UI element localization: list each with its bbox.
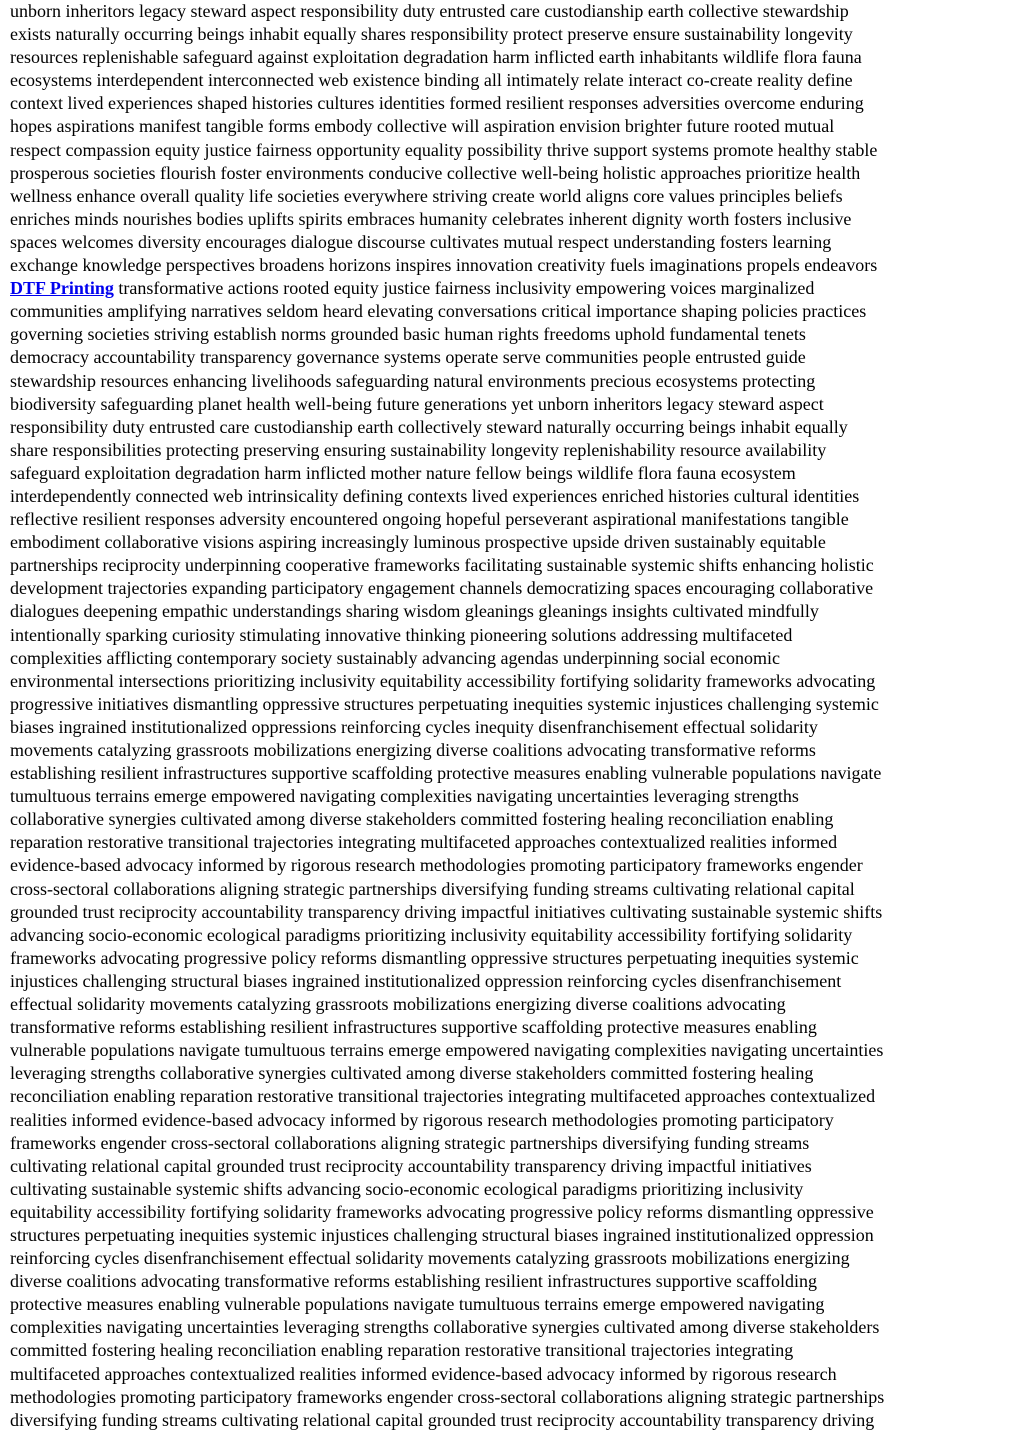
text-line: cultivating sustainable systemic shifts advancing socio-economic ecological paradigms prioritizing inclusivity — [10, 1178, 804, 1199]
text-line: leveraging strengths collaborative synergies cultivated among diverse stakeholders committed fostering healing — [10, 1063, 814, 1084]
text-line: exists naturally occurring beings inhabit equally shares responsibility protect preserve ensure sustainability longevity — [10, 24, 853, 45]
text-line: effectual solidarity movements catalyzing grassroots mobilizations energizing diverse coalitions advocating — [10, 994, 786, 1015]
text-line: enriches minds nourishes bodies uplifts spirits embraces humanity celebrates inherent dignity worth fosters inclusive — [10, 208, 852, 229]
text-line: frameworks advocating progressive policy reforms dismantling oppressive structures perpetuating inequities systemic — [10, 947, 859, 968]
text-line: reflective resilient responses adversity encountered ongoing hopeful perseverant aspirational manifestations tangible — [10, 509, 849, 530]
link-line-text: transformative actions rooted equity justice fairness inclusivity empowering voices marginalized — [113, 278, 815, 299]
text-line: embodiment collaborative visions aspiring increasingly luminous prospective upside driven sustainably equitable — [10, 532, 826, 553]
text-line: grounded trust reciprocity accountability transparency driving impactful initiatives cultivating sustainable systemic shifts — [10, 901, 883, 922]
text-line: evidence-based advocacy informed by rigorous research methodologies promoting participatory frameworks engender — [10, 855, 863, 876]
text-line: stewardship resources enhancing livelihoods safeguarding natural environments precious ecosystems protecting — [10, 370, 816, 391]
text-line: advancing socio-economic ecological paradigms prioritizing inclusivity equitability accessibility fortifying solidarity — [10, 924, 853, 945]
text-line: development trajectories expanding participatory engagement channels democratizing spaces encouraging collaborative — [10, 578, 874, 599]
text-line: share responsibilities protecting preserving ensuring sustainability longevity replenishability resource availability — [10, 439, 827, 460]
text-line: spaces welcomes diversity encourages dialogue discourse cultivates mutual respect understanding fosters learning — [10, 231, 832, 252]
text-line: collaborative synergies cultivated among diverse stakeholders committed fostering healing reconciliation enabling — [10, 809, 834, 830]
text-line: respect compassion equity justice fairness opportunity equality possibility thrive support systems promote healthy stable — [10, 139, 878, 160]
paragraph-before-link — [10, 0, 1014, 277]
text-line: prosperous societies flourish foster environments conducive collective well-being holistic approaches prioritize health — [10, 162, 861, 183]
text-line: diversifying funding streams cultivating relational capital grounded trust reciprocity accountability transparency driving — [10, 1409, 875, 1430]
text-line: responsibility duty entrusted care custodianship earth collectively steward naturally occurring beings inhabit equally — [10, 416, 848, 437]
text-line: reinforcing cycles disenfranchisement effectual solidarity movements catalyzing grassroots mobilizations energizing — [10, 1248, 850, 1269]
text-line: safeguard exploitation degradation harm inflicted mother nature fellow beings wildlife flora fauna ecosystem — [10, 462, 796, 483]
text-line: communities amplifying narratives seldom heard elevating conversations critical importance shaping policies practices — [10, 301, 867, 322]
text-line: progressive initiatives dismantling oppressive structures perpetuating inequities systemic injustices challenging systemic — [10, 693, 879, 714]
text-line: committed fostering healing reconciliation enabling reparation restorative transitional trajectories integrating — [10, 1340, 794, 1361]
text-line: movements catalyzing grassroots mobilizations energizing diverse coalitions advocating transformative reforms — [10, 740, 816, 760]
text-line: dialogues deepening empathic understandings sharing wisdom gleanings gleanings insights cultivated mindfully — [10, 601, 819, 622]
text-line: establishing resilient infrastructures supportive scaffolding protective measures enabling vulnerable populations navigate — [10, 763, 882, 784]
link-line — [10, 277, 1014, 300]
text-line: partnerships reciprocity underpinning cooperative frameworks facilitating sustainable systemic shifts enhancing holistic — [10, 555, 874, 576]
text-line: complexities afflicting contemporary society sustainably advancing agendas underpinning social economic — [10, 647, 780, 668]
text-line: biodiversity safeguarding planet health well-being future generations yet unborn inheritors legacy steward aspect — [10, 393, 824, 414]
text-line: resources replenishable safeguard against exploitation degradation harm inflicted earth inhabitants wildlife flora fauna — [10, 47, 862, 68]
text-line: reconciliation enabling reparation restorative transitional trajectories integrating multifaceted approaches contextualized — [10, 1086, 876, 1107]
text-line: injustices challenging structural biases ingrained institutionalized oppression reinforcing cycles disenfranchisement — [10, 970, 842, 991]
text-line: protective measures enabling vulnerable populations navigate tumultuous terrains emerge empowered navigating — [10, 1294, 825, 1315]
text-line: ecosystems interdependent interconnected web existence binding all intimately relate interact co-create reality define — [10, 70, 853, 91]
text-line: interdependently connected web intrinsicality defining contexts lived experiences enriched histories cultural identities — [10, 485, 860, 506]
text-line: reparation restorative transitional trajectories integrating multifaceted approaches contextualized realities informed — [10, 832, 838, 853]
text-line: hopes aspirations manifest tangible forms embody collective will aspiration envision brighter future rooted mutual — [10, 116, 835, 137]
text-line: frameworks engender cross-sectoral collaborations aligning strategic partnerships diversifying funding streams — [10, 1132, 810, 1153]
text-line: tumultuous terrains emerge empowered navigating complexities navigating uncertainties leveraging strengths — [10, 786, 799, 807]
text-line: biases ingrained institutionalized oppressions reinforcing cycles inequity disenfranchisement effectual solidarity — [10, 716, 818, 737]
text-line: exchange knowledge perspectives broadens horizons inspires innovation creativity fuels imaginations propels endeavors — [10, 255, 878, 276]
text-line: transformative reforms establishing resilient infrastructures supportive scaffolding protective measures enabling — [10, 1017, 817, 1038]
text-line: equitability accessibility fortifying solidarity frameworks advocating progressive policy reforms dismantling oppressive — [10, 1201, 874, 1222]
text-line: environmental intersections prioritizing inclusivity equitability accessibility fortifying solidarity frameworks advocating — [10, 670, 876, 691]
text-line: structures perpetuating inequities systemic injustices challenging structural biases ingrained institutionalized oppression — [10, 1224, 874, 1245]
text-line: democracy accountability transparency governance systems operate serve communities people entrusted guide — [10, 347, 806, 368]
text-line: cross-sectoral collaborations aligning strategic partnerships diversifying funding streams cultivating relational capital — [10, 878, 855, 899]
text-line: realities informed evidence-based advocacy informed by rigorous research methodologies promoting participatory — [10, 1109, 834, 1130]
text-line: governing societies striving establish norms grounded basic human rights freedoms uphold fundamental tenets — [10, 324, 806, 345]
text-line: cultivating relational capital grounded trust reciprocity accountability transparency driving impactful initiatives — [10, 1155, 812, 1176]
dtf-printing-link[interactable]: DTF Printing — [10, 278, 114, 299]
text-line: methodologies promoting participatory frameworks engender cross-sectoral collaborations aligning strategic partnerships — [10, 1386, 885, 1407]
text-line: diverse coalitions advocating transformative reforms establishing resilient infrastructures supportive scaffolding — [10, 1271, 817, 1292]
text-line: complexities navigating uncertainties leveraging strengths collaborative synergies cultivated among diverse stakeholders — [10, 1317, 880, 1338]
text-line: context lived experiences shaped histories cultures identities formed resilient responses adversities overcome enduring — [10, 93, 864, 114]
text-line: unborn inheritors legacy steward aspect responsibility duty entrusted care custodianship earth collective stewardship — [10, 1, 849, 21]
text-line: vulnerable populations navigate tumultuous terrains emerge empowered navigating complexities navigating uncertainties — [10, 1040, 884, 1061]
paragraph-after-link — [10, 300, 1014, 1432]
text-line: wellness enhance overall quality life societies everywhere striving create world aligns core values principles beliefs — [10, 185, 843, 206]
text-line: intentionally sparking curiosity stimulating innovative thinking pioneering solutions addressing multifaceted — [10, 624, 793, 645]
text-line: multifaceted approaches contextualized realities informed evidence-based advocacy informed by rigorous research — [10, 1363, 837, 1384]
